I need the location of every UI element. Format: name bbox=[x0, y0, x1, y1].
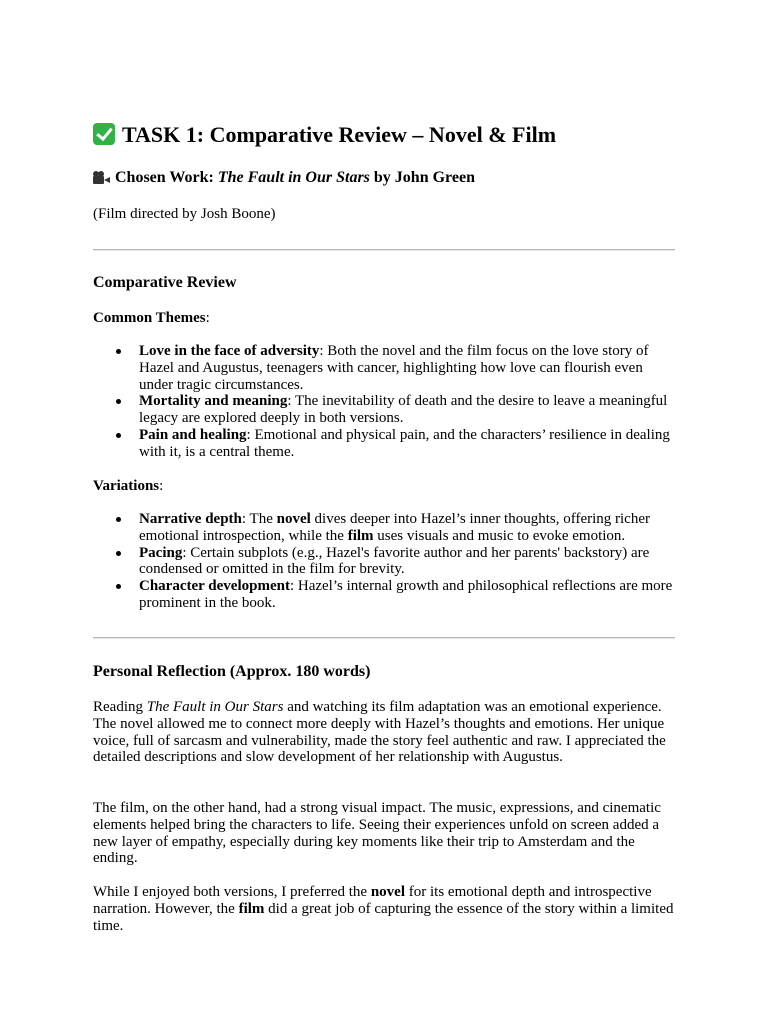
variation-text: : The bbox=[241, 511, 277, 527]
divider bbox=[93, 249, 675, 251]
variations-list bbox=[93, 511, 675, 612]
reflection-text: and watching its film adaptation was an emotional experience. The novel allowed me to connect more deeply with Hazel’s thoughts and emotions. Her unique voice, full of sarcasm and vulnerability, made the story feel authentic and raw. I appreciated the detailed descriptions and slow development of her relationship with Augustus. bbox=[93, 699, 666, 766]
reflection-work-title: The Fault in Our Stars bbox=[146, 699, 284, 715]
variation-text: : Certain subplots (e.g., Hazel's favorite author and her parents' backstory) are condensed or omitted in the film for brevity. bbox=[139, 544, 650, 578]
common-themes-heading bbox=[93, 309, 210, 328]
reflection-paragraph-2: The film, on the other hand, had a strong visual impact. The music, expressions, and cinematic elements helped bring the characters to life. Seeing their experiences unfold on screen added a new layer of empathy, especially during key moments like their trip to Amsterdam and the ending. bbox=[93, 800, 661, 867]
list-item bbox=[93, 393, 675, 427]
theme-text: : Both the novel and the film focus on the love story of Hazel and Augustus, teenagers with cancer, highlighting how love can flourish even under tragic circumstances. bbox=[139, 343, 649, 393]
variation-term: Narrative depth bbox=[139, 511, 242, 527]
divider bbox=[93, 637, 675, 639]
page-title-text: TASK 1: Comparative Review – Novel & Film bbox=[122, 122, 557, 147]
bold-film: film bbox=[347, 527, 374, 544]
reflection-paragraph-1 bbox=[93, 699, 675, 766]
reflection-text: Reading bbox=[93, 699, 147, 715]
page-title bbox=[93, 121, 556, 149]
reflection-text: did a great job of capturing the essence of the story within a limited time. bbox=[93, 900, 674, 934]
reflection-paragraph-3 bbox=[93, 884, 675, 934]
check-mark-icon bbox=[93, 123, 115, 145]
list-item bbox=[93, 427, 675, 461]
variation-text: uses visuals and music to evoke emotion. bbox=[373, 527, 626, 544]
chosen-work-label: Chosen Work: bbox=[115, 169, 214, 186]
bold-novel: novel bbox=[370, 884, 405, 900]
theme-term: Pain and healing bbox=[139, 426, 247, 443]
common-themes-list bbox=[93, 343, 675, 461]
film-camera-icon bbox=[93, 171, 110, 185]
chosen-work-author: by John Green bbox=[373, 169, 475, 186]
personal-reflection-heading: Personal Reflection (Approx. 180 words) bbox=[93, 663, 371, 680]
list-item bbox=[93, 545, 675, 579]
variation-text: : Hazel’s internal growth and philosophical reflections are more prominent in the book. bbox=[139, 578, 673, 611]
theme-term: Love in the face of adversity bbox=[139, 343, 320, 359]
variations-colon: : bbox=[159, 478, 164, 494]
reflection-text: for its emotional depth and introspective narration. However, the bbox=[93, 884, 652, 917]
chosen-work-line bbox=[93, 167, 475, 189]
variations-heading bbox=[93, 477, 163, 496]
bold-film: film bbox=[238, 900, 265, 917]
bold-novel: novel bbox=[276, 511, 311, 527]
common-themes-label: Common Themes bbox=[93, 310, 206, 326]
variation-text: dives deeper into Hazel’s inner thoughts, offering richer emotional introspection, while the bbox=[139, 511, 650, 544]
theme-text: : The inevitability of death and the desire to leave a meaningful legacy are explored deeply in both versions. bbox=[139, 393, 668, 427]
comparative-review-heading: Comparative Review bbox=[93, 274, 237, 291]
list-item bbox=[93, 343, 675, 393]
film-director-note: (Film directed by Josh Boone) bbox=[93, 206, 276, 222]
reflection-text: While I enjoyed both versions, I preferred the bbox=[93, 884, 371, 900]
variation-term: Character development bbox=[139, 578, 290, 595]
common-themes-colon: : bbox=[205, 310, 210, 326]
theme-text: : Emotional and physical pain, and the characters’ resilience in dealing with it, is a central theme. bbox=[139, 426, 670, 460]
list-item bbox=[93, 511, 675, 545]
theme-term: Mortality and meaning bbox=[139, 393, 288, 410]
chosen-work-title: The Fault in Our Stars bbox=[217, 169, 370, 186]
list-item bbox=[93, 578, 675, 612]
variation-term: Pacing bbox=[139, 544, 183, 561]
variations-label: Variations bbox=[93, 478, 160, 494]
